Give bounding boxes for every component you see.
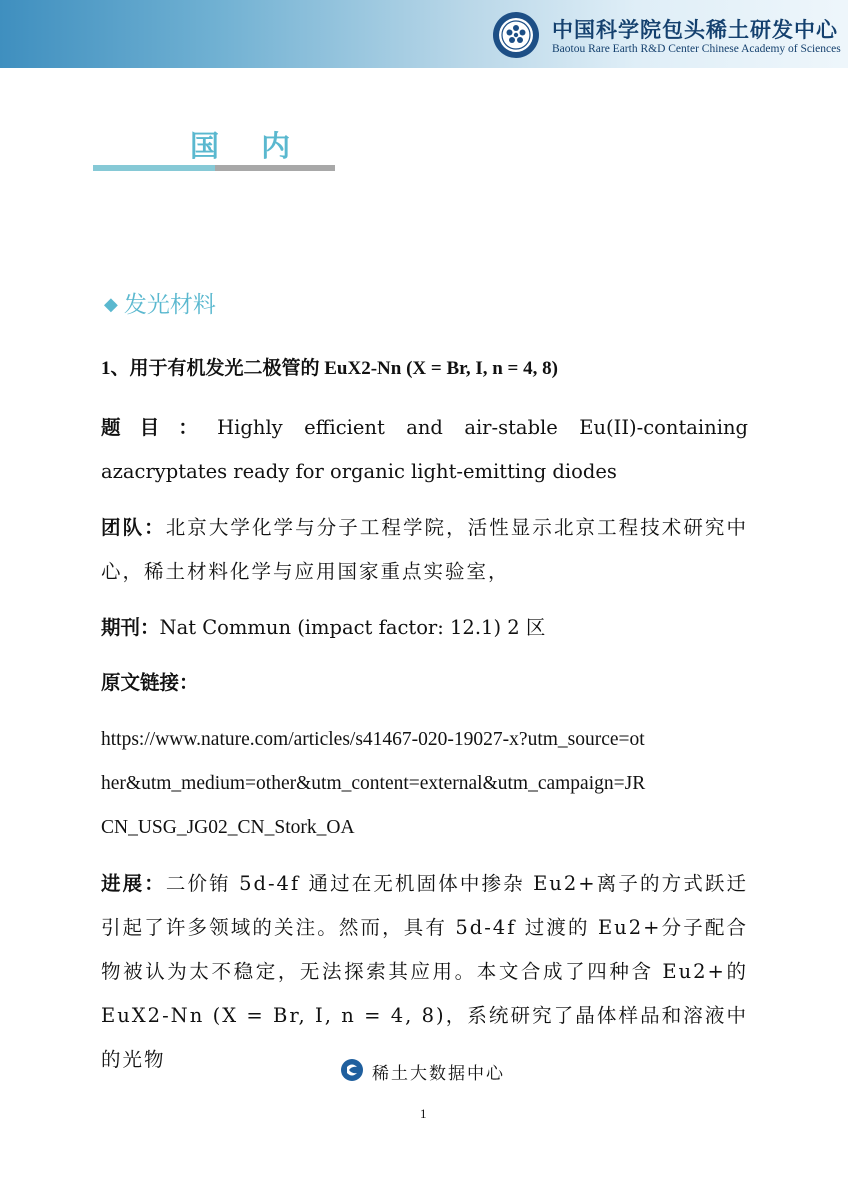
diamond-icon: ◆ xyxy=(104,294,118,315)
progress-text: 二价铕 5d-4f 通过在无机固体中掺杂 Eu2+离子的方式跃迁引起了许多领域的关注。然而，具有 5d-4f 过渡的 Eu2+分子配合物被认为太不稳定，无法探索其应用。本文合成了四种含 Eu2+的 EuX2-Nn (X = Br, I, n = 4, 8)，系统研究了晶体样品和溶液中的光物 xyxy=(101,872,748,1071)
org-name-en: Baotou Rare Earth R&D Center Chinese Academy of Sciences xyxy=(552,43,841,55)
journal-label: 期刊： xyxy=(101,616,160,639)
team-text: 北京大学化学与分子工程学院，活性显示北京工程技术研究中心，稀土材料化学与应用国家重点实验室， xyxy=(101,516,748,583)
link-paragraph xyxy=(101,661,748,705)
cas-seal-icon xyxy=(492,11,540,59)
org-name-cn: 中国科学院包头稀土研发中心 xyxy=(552,17,838,42)
journal-paragraph xyxy=(101,606,748,650)
page-number: 1 xyxy=(420,1106,427,1121)
journal-text: Nat Commun (impact factor: 12.1) 2 区 xyxy=(159,616,546,639)
item-heading: 1、用于有机发光二极管的 EuX2-Nn (X = Br, I, n = 4, 8) xyxy=(101,358,558,379)
link-label: 原文链接： xyxy=(101,671,199,694)
category-heading xyxy=(104,286,216,319)
title-underline-gray xyxy=(215,165,335,171)
article-link-line-2[interactable]: her&utm_medium=other&utm_content=external&utm_campaign=JR xyxy=(101,773,646,794)
category-label: 发光材料 xyxy=(123,292,216,318)
section-title: 国 内 xyxy=(190,129,307,163)
topic-text: Highly efficient and air-stable Eu(II)-containing azacryptates ready for organic light-emitting diodes xyxy=(101,416,748,483)
article-link-line-1[interactable]: https://www.nature.com/articles/s41467-020-19027-x?utm_source=ot xyxy=(101,729,645,750)
topic-paragraph xyxy=(101,406,748,494)
topic-label: 题目： xyxy=(101,416,218,439)
team-label: 团队： xyxy=(101,516,166,539)
team-paragraph xyxy=(101,506,748,594)
progress-label: 进展： xyxy=(101,872,166,895)
progress-paragraph xyxy=(101,862,748,1082)
data-center-logo-icon xyxy=(340,1058,364,1082)
article-link-line-3[interactable]: CN_USG_JG02_CN_Stork_OA xyxy=(101,817,355,838)
title-underline-teal xyxy=(93,165,215,171)
footer-label: 稀土大数据中心 xyxy=(372,1064,505,1084)
